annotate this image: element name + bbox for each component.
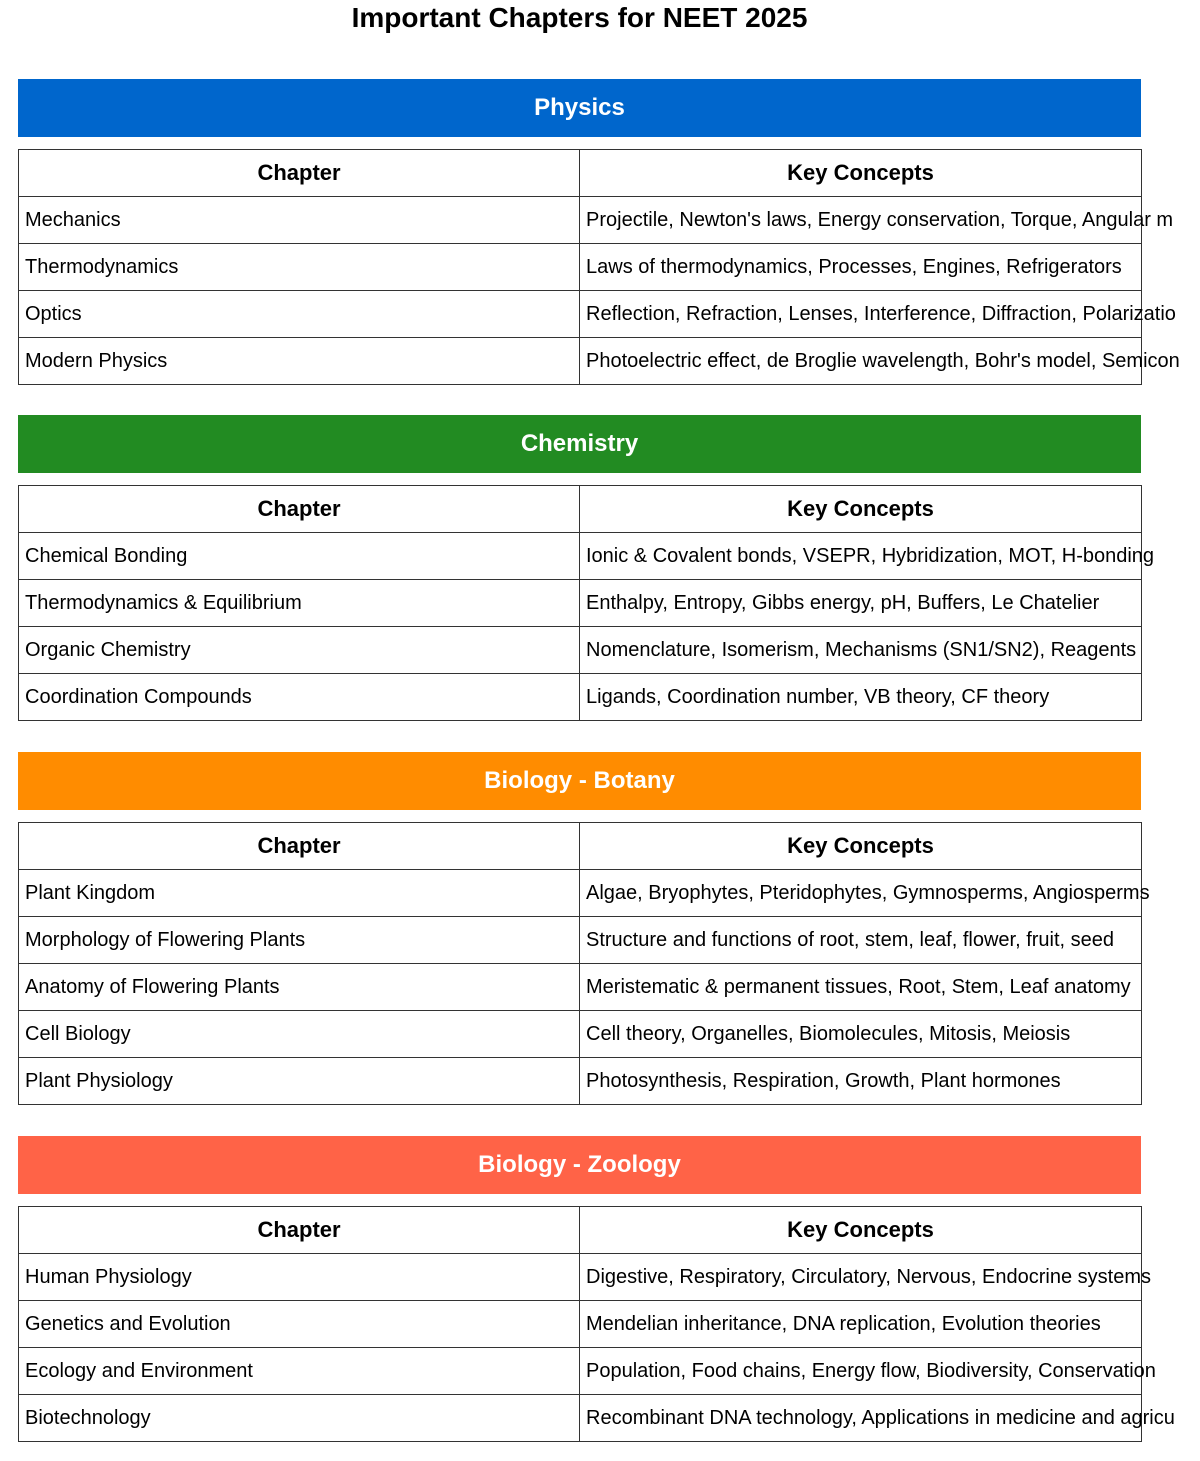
key-concepts-cell: Photoelectric effect, de Broglie wavelength, Bohr's model, Semicon	[580, 338, 1142, 385]
table-row	[19, 627, 1142, 674]
key-concepts-cell: Digestive, Respiratory, Circulatory, Nervous, Endocrine systems	[580, 1254, 1142, 1301]
chapter-cell: Biotechnology	[19, 1395, 580, 1442]
key-concepts-cell: Photosynthesis, Respiration, Growth, Plant hormones	[580, 1058, 1142, 1105]
chapter-cell: Genetics and Evolution	[19, 1301, 580, 1348]
table-row	[19, 580, 1142, 627]
chapter-cell: Cell Biology	[19, 1011, 580, 1058]
table-header-row	[19, 823, 1142, 870]
column-header-chapter: Chapter	[19, 486, 580, 533]
key-concepts-cell: Mendelian inheritance, DNA replication, Evolution theories	[580, 1301, 1142, 1348]
column-header-chapter: Chapter	[19, 823, 580, 870]
table-row	[19, 533, 1142, 580]
table-row	[19, 870, 1142, 917]
chapter-cell: Anatomy of Flowering Plants	[19, 964, 580, 1011]
table-row	[19, 1058, 1142, 1105]
section-physics	[18, 79, 1180, 385]
chapter-cell: Thermodynamics & Equilibrium	[19, 580, 580, 627]
chapter-cell: Modern Physics	[19, 338, 580, 385]
chapter-cell: Mechanics	[19, 197, 580, 244]
key-concepts-cell: Ligands, Coordination number, VB theory, CF theory	[580, 674, 1142, 721]
column-header-chapter: Chapter	[19, 150, 580, 197]
key-concepts-cell: Meristematic & permanent tissues, Root, Stem, Leaf anatomy	[580, 964, 1142, 1011]
key-concepts-cell: Laws of thermodynamics, Processes, Engines, Refrigerators	[580, 244, 1142, 291]
key-concepts-cell: Recombinant DNA technology, Applications in medicine and agricu	[580, 1395, 1142, 1442]
column-header-chapter: Chapter	[19, 1207, 580, 1254]
chapter-cell: Ecology and Environment	[19, 1348, 580, 1395]
table-row	[19, 964, 1142, 1011]
chapters-table	[18, 1206, 1175, 1442]
key-concepts-cell: Cell theory, Organelles, Biomolecules, Mitosis, Meiosis	[580, 1011, 1142, 1058]
key-concepts-cell: Population, Food chains, Energy flow, Biodiversity, Conservation	[580, 1348, 1142, 1395]
table-row	[19, 917, 1142, 964]
column-header-concepts: Key Concepts	[580, 486, 1142, 533]
table-row	[19, 244, 1142, 291]
table-header-row	[19, 486, 1142, 533]
table-row	[19, 197, 1142, 244]
chapter-cell: Plant Physiology	[19, 1058, 580, 1105]
chapter-cell: Coordination Compounds	[19, 674, 580, 721]
chapters-table	[18, 822, 1150, 1105]
chapter-cell: Morphology of Flowering Plants	[19, 917, 580, 964]
section-chemistry	[18, 415, 1155, 721]
table-row	[19, 674, 1142, 721]
table-header-row	[19, 1207, 1142, 1254]
key-concepts-cell: Reflection, Refraction, Lenses, Interference, Diffraction, Polarizatio	[580, 291, 1142, 338]
column-header-concepts: Key Concepts	[580, 823, 1142, 870]
table-row	[19, 1395, 1142, 1442]
column-header-concepts: Key Concepts	[580, 150, 1142, 197]
table-row	[19, 338, 1142, 385]
key-concepts-cell: Structure and functions of root, stem, leaf, flower, fruit, seed	[580, 917, 1142, 964]
chapter-cell: Optics	[19, 291, 580, 338]
table-row	[19, 1348, 1142, 1395]
key-concepts-cell: Algae, Bryophytes, Pteridophytes, Gymnosperms, Angiosperms	[580, 870, 1142, 917]
table-row	[19, 1254, 1142, 1301]
table-row	[19, 1011, 1142, 1058]
section-header: Biology - Botany	[18, 752, 1141, 810]
page-title: Important Chapters for NEET 2025	[351, 2, 808, 33]
table-row	[19, 291, 1142, 338]
section-biology-zoology	[18, 1136, 1175, 1442]
chapters-table	[18, 149, 1180, 385]
chapters-table	[18, 485, 1155, 721]
chapter-cell: Human Physiology	[19, 1254, 580, 1301]
column-header-concepts: Key Concepts	[580, 1207, 1142, 1254]
key-concepts-cell: Enthalpy, Entropy, Gibbs energy, pH, Buffers, Le Chatelier	[580, 580, 1142, 627]
key-concepts-cell: Projectile, Newton's laws, Energy conservation, Torque, Angular m	[580, 197, 1142, 244]
section-header: Chemistry	[18, 415, 1141, 473]
section-biology-botany	[18, 752, 1150, 1105]
chapter-cell: Plant Kingdom	[19, 870, 580, 917]
key-concepts-cell: Nomenclature, Isomerism, Mechanisms (SN1/SN2), Reagents	[580, 627, 1142, 674]
chapter-cell: Organic Chemistry	[19, 627, 580, 674]
table-header-row	[19, 150, 1142, 197]
key-concepts-cell: Ionic & Covalent bonds, VSEPR, Hybridization, MOT, H-bonding	[580, 533, 1142, 580]
section-header: Physics	[18, 79, 1141, 137]
section-header: Biology - Zoology	[18, 1136, 1141, 1194]
table-row	[19, 1301, 1142, 1348]
chapter-cell: Thermodynamics	[19, 244, 580, 291]
chapter-cell: Chemical Bonding	[19, 533, 580, 580]
